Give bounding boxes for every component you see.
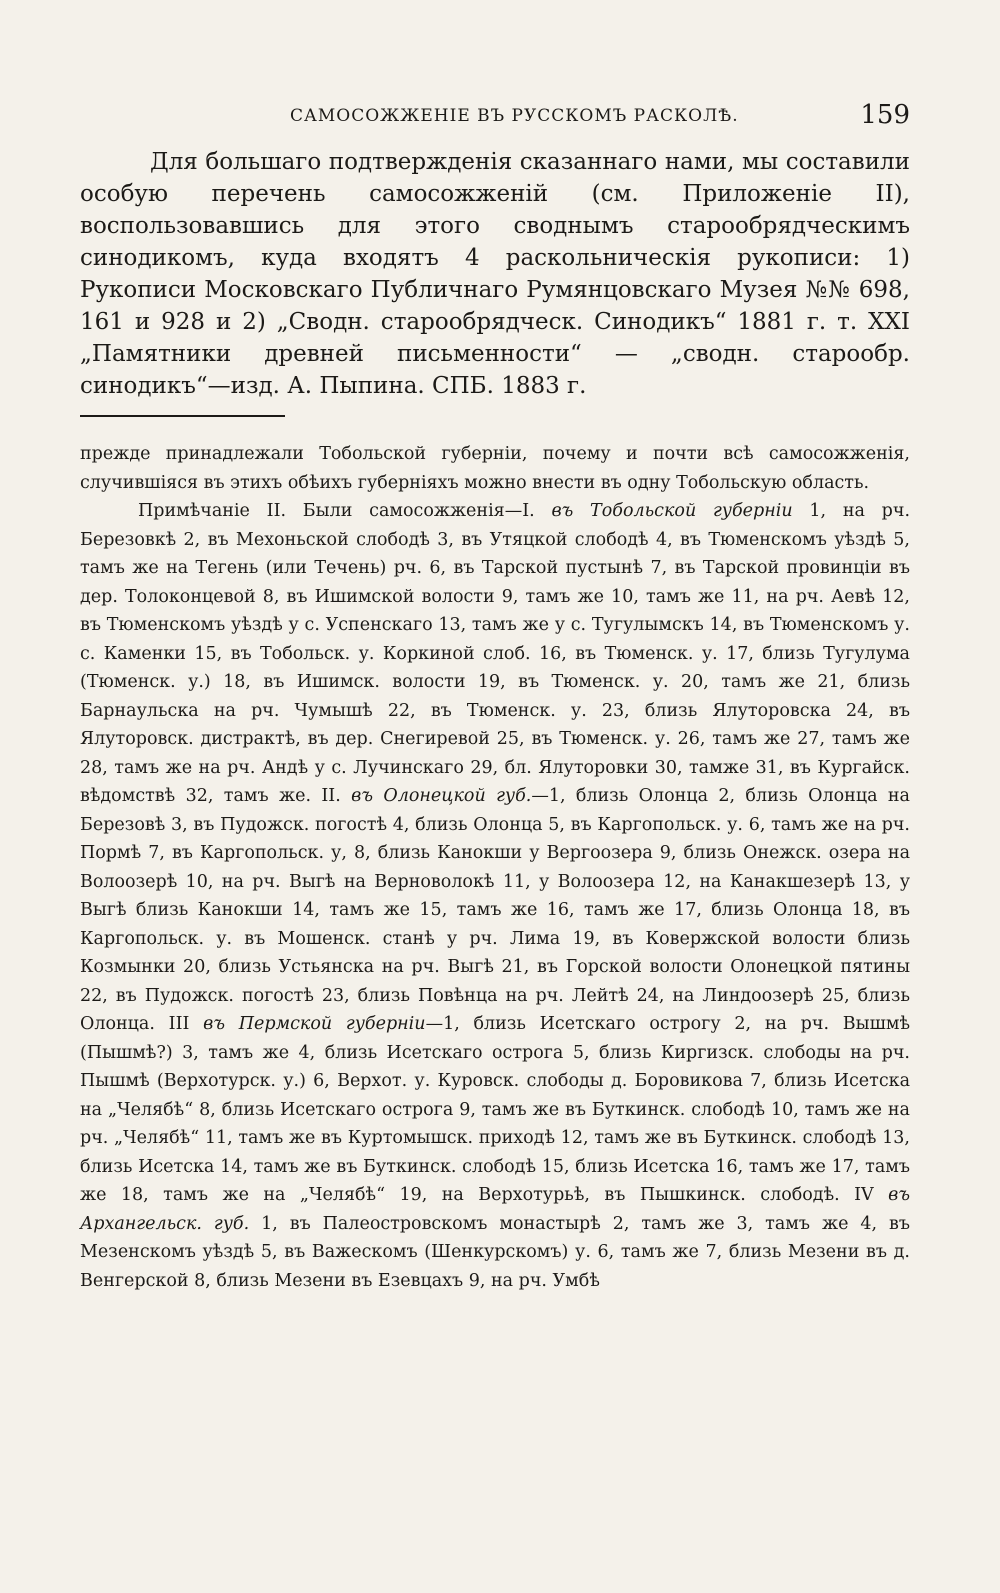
perm-text: —1, близь Исетскаго острогу 2, на рч. Вышмѣ (Пышмѣ?) 3, тамъ же 4, близь Исетскаго острога 5, близь Киргизск. слободы на рч. Пышмѣ (Верхотурск. у.) 6, Верхот. у. Куровск. слободы д. Боровикова 7, близь Исетска на „Челябѣ“ 8, близь Исетскаго острога 9, тамъ же въ Буткинск. слободѣ 10, тамъ же на рч. „Челябѣ“ 11, тамъ же въ Куртомышск. приходѣ 12, тамъ же въ Буткинск. слободѣ 13, близь Исетска 14, тамъ же въ Буткинск. слободѣ 15, близь Исетска 16, тамъ же 17, тамъ же 18, тамъ же на „Челябѣ“ 19, на Верхотурьѣ, въ Пышкинск. слободѣ. IV xyxy=(80,1014,910,1205)
tobolsk-label: въ Тобольской губерніи xyxy=(551,501,793,521)
footnote xyxy=(80,440,910,1295)
tobolsk-text: 1, на рч. Березовкѣ 2, въ Мехоньской слободѣ 3, въ Утяцкой слободѣ 4, въ Тюменскомъ уѣздѣ 5, тамъ же на Тегень (или Течень) рч. 6, въ Тарской пустынѣ 7, въ Тарской провинціи въ дер. Толоконцевой 8, въ Ишимской волости 9, тамъ же 10, тамъ же 11, на рч. Аевѣ 12, въ Тюменскомъ уѣздѣ у с. Успенскаго 13, тамъ же у с. Тугулымскъ 14, въ Тюменскомъ у. с. Каменки 15, въ Тобольск. у. Коркиной слоб. 16, въ Тюменск. у. 17, близь Тугулума (Тюменск. у.) 18, въ Ишимск. волости 19, въ Тюменск. у. 20, тамъ же 21, близь Барнаульска на рч. Чумышѣ 22, въ Тюменск. у. 23, близь Ялуторовска 24, въ Ялуторовск. дистрактѣ, въ дер. Снегиревой 25, въ Тюменск. у. 26, тамъ же 27, тамъ же 28, тамъ же на рч. Андѣ у с. Лучинскаго 29, бл. Ялуторовки 30, тамже 31, въ Кургайск. вѣдомствѣ 32, тамъ же. II. xyxy=(80,501,911,806)
footnote-divider xyxy=(80,415,285,417)
page-header xyxy=(80,100,910,134)
page-number: 159 xyxy=(860,100,910,130)
arkh-text: 1, въ Палеостровскомъ монастырѣ 2, тамъ же 3, тамъ же 4, въ Мезенскомъ уѣздѣ 5, въ Важескомъ (Шенкурскомъ) у. 6, тамъ же 7, близь Мезени въ д. Венгерской 8, близь Мезени въ Езевцахъ 9, на рч. Умбѣ xyxy=(80,1213,910,1291)
main-text xyxy=(80,146,910,402)
olonets-text: —1, близь Олонца 2, близь Олонца на Березовѣ 3, въ Пудожск. погостѣ 4, близь Олонца 5, въ Каргопольск. у. 6, тамъ же на рч. Пормѣ 7, въ Каргопольск. у, 8, близь Канокши у Вергоозера 9, близь Онежск. озера на Волоозерѣ 10, на рч. Выгѣ на Верноволокѣ 11, у Волоозера 12, на Канакшезерѣ 13, у Выгѣ близь Канокши 14, тамъ же 15, тамъ же 16, тамъ же 17, близь Олонца 18, въ Каргопольск. у. въ Мошенск. станѣ у рч. Лима 19, въ Ковержской волости близь Козмынки 20, близь Устьянска на рч. Выгѣ 21, въ Горской волости Олонецкой пятины 22, въ Пудожск. погостѣ 23, близь Повѣнца на рч. Лейтѣ 24, на Линдоозерѣ 25, близь Олонца. III xyxy=(80,786,910,1034)
footnote-continuation: прежде принадлежали Тобольской губерніи, почему и почти всѣ самосожженія, случившіяся въ этихъ обѣихъ губерніяхъ можно внести въ одну Тобольскую область. xyxy=(80,444,910,493)
note-intro: Примѣчаніе II. Были самосожженія—I. xyxy=(138,501,552,521)
main-paragraph: Для большаго подтвержденія сказаннаго нами, мы составили особую перечень самосожженій (см. Приложеніе II), воспользовавшись для этого своднымъ старообрядческимъ синодикомъ, куда входятъ 4 раскольническія рукописи: 1) Рукописи Московскаго Публичнаго Румянцовскаго Музея №№ 698, 161 и 928 и 2) „Сводн. старообрядческ. Синодикъ“ 1881 г. т. XXI „Памятники древней письменности“ — „сводн. старообр. синодикъ“—изд. А. Пыпина. СПБ. 1883 г. xyxy=(80,149,910,399)
perm-label: въ Пермской губерніи xyxy=(203,1014,426,1034)
footnote-note-2 xyxy=(80,497,910,1295)
olonets-label: въ Олонецкой губ. xyxy=(351,786,532,806)
running-title: САМОСОЖЖЕНІЕ ВЪ РУССКОМЪ РАСКОЛѢ. xyxy=(290,106,739,126)
arkh-label: въ Архангельск. губ. xyxy=(80,1185,910,1234)
